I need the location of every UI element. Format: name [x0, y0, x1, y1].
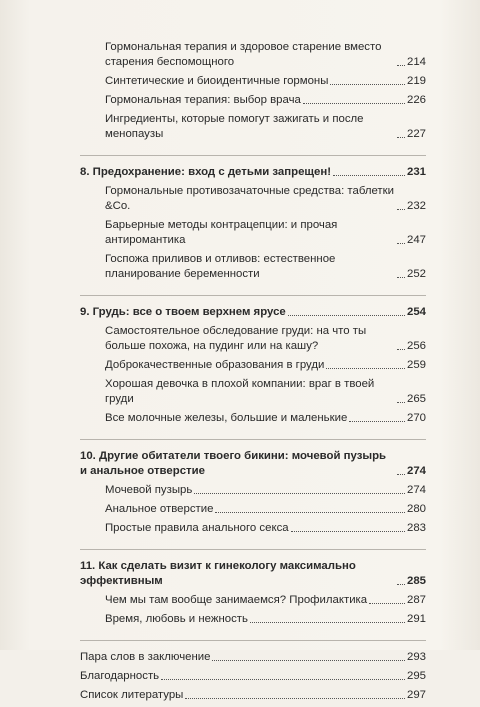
- toc-entry[interactable]: [80, 612, 426, 627]
- toc-entry[interactable]: [80, 324, 426, 354]
- toc-entry[interactable]: [80, 112, 426, 142]
- toc-page-number: 265: [406, 393, 426, 405]
- toc-page-number: 287: [406, 594, 426, 606]
- toc-entry[interactable]: [80, 521, 426, 536]
- toc-entry-title: Ингредиенты, которые помогут зажигать и после менопаузы: [105, 113, 364, 140]
- leader-dots: [185, 698, 405, 699]
- toc-entry[interactable]: [80, 502, 426, 517]
- toc-page-number: 293: [406, 651, 426, 663]
- toc-entry-title: Синтетические и биоидентичные гормоны: [105, 75, 329, 87]
- leader-dots: [326, 368, 405, 369]
- toc-page-number: 295: [406, 670, 426, 682]
- leader-dots: [333, 175, 405, 176]
- toc-page-number: 270: [406, 412, 426, 424]
- leader-dots: [369, 603, 405, 604]
- section-divider: [80, 549, 426, 550]
- toc-chapter-title: 8. Предохранение: вход с детьми запрещен!: [80, 166, 332, 178]
- toc-page-number: 254: [406, 306, 426, 318]
- toc-entry-title: Барьерные методы контрацепции: и прочая антиромантика: [105, 219, 338, 246]
- toc-end-entry[interactable]: [80, 688, 426, 703]
- toc-chapter[interactable]: [80, 559, 426, 589]
- toc-entry-title: Гормональная терапия и здоровое старение вместо старения беспомощного: [105, 41, 382, 68]
- toc-entry[interactable]: [80, 411, 426, 426]
- leader-dots: [397, 209, 405, 210]
- toc-page-number: 247: [406, 234, 426, 246]
- toc-page-number: 297: [406, 689, 426, 701]
- toc-entry[interactable]: [80, 218, 426, 248]
- leader-dots: [215, 512, 405, 513]
- toc-page-number: 274: [406, 484, 426, 496]
- toc-entry-title: Благодарность: [80, 670, 160, 682]
- toc-entry-title: Гормональная терапия: выбор врача: [105, 94, 301, 106]
- toc-chapter-title: 11. Как сделать визит к гинекологу максимально эффективным: [80, 560, 356, 587]
- toc-page-number: 227: [406, 128, 426, 140]
- leader-dots: [161, 679, 405, 680]
- toc-chapter[interactable]: [80, 305, 426, 320]
- toc-entry[interactable]: [80, 252, 426, 282]
- leader-dots: [212, 660, 405, 661]
- leader-dots: [291, 531, 405, 532]
- toc-page-number: 231: [406, 166, 426, 178]
- toc-page-number: 252: [406, 268, 426, 280]
- leader-dots: [397, 277, 405, 278]
- toc-entry[interactable]: [80, 40, 426, 70]
- toc-entry[interactable]: [80, 358, 426, 373]
- toc-page-number: 283: [406, 522, 426, 534]
- toc-page-number: 291: [406, 613, 426, 625]
- leader-dots: [397, 402, 405, 403]
- toc-page-number: 226: [406, 94, 426, 106]
- leader-dots: [397, 349, 405, 350]
- toc-end-entry[interactable]: [80, 650, 426, 665]
- leader-dots: [349, 421, 405, 422]
- toc-entry-title: Пара слов в заключение: [80, 651, 211, 663]
- toc-entry-title: Доброкачественные образования в груди: [105, 359, 325, 371]
- toc-end-entry[interactable]: [80, 669, 426, 684]
- toc-entry[interactable]: [80, 184, 426, 214]
- section-divider: [80, 640, 426, 641]
- toc-entry-title: Анальное отверстие: [105, 503, 214, 515]
- toc-entry-title: Чем мы там вообще занимаемся? Профилактика: [105, 594, 368, 606]
- leader-dots: [397, 137, 405, 138]
- toc-entry[interactable]: [80, 483, 426, 498]
- section-divider: [80, 439, 426, 440]
- toc-entry-title: Мочевой пузырь: [105, 484, 193, 496]
- leader-dots: [250, 622, 405, 623]
- toc-page-number: 274: [406, 465, 426, 477]
- section-divider: [80, 155, 426, 156]
- leader-dots: [303, 103, 405, 104]
- toc-entry[interactable]: [80, 377, 426, 407]
- toc-entry[interactable]: [80, 593, 426, 608]
- leader-dots: [397, 65, 405, 66]
- toc-page-number: 232: [406, 200, 426, 212]
- section-divider: [80, 295, 426, 296]
- toc-entry-title: Время, любовь и нежность: [105, 613, 248, 625]
- leader-dots: [330, 84, 405, 85]
- toc-entry[interactable]: [80, 74, 426, 89]
- leader-dots: [397, 474, 405, 475]
- toc-page-number: 259: [406, 359, 426, 371]
- toc-entry-title: Простые правила анального секса: [105, 522, 289, 534]
- leader-dots: [397, 584, 405, 585]
- toc-page-number: 285: [406, 575, 426, 587]
- toc-entry-title: Список литературы: [80, 689, 184, 701]
- toc-chapter[interactable]: [80, 449, 426, 479]
- toc-page-number: 280: [406, 503, 426, 515]
- toc-chapter-title: 9. Грудь: все о твоем верхнем ярусе: [80, 306, 286, 318]
- toc-page-number: 214: [406, 56, 426, 68]
- toc-entry-title: Самостоятельное обследование груди: на что ты больше похожа, на пудинг или на кашу?: [105, 325, 367, 352]
- toc-entry-title: Все молочные железы, большие и маленькие: [105, 412, 348, 424]
- toc-chapter-title: 10. Другие обитатели твоего бикини: мочевой пузырь и анальное отверстие: [80, 450, 387, 477]
- leader-dots: [397, 243, 405, 244]
- toc-page-number: 219: [406, 75, 426, 87]
- toc-chapter[interactable]: [80, 165, 426, 180]
- toc-entry-title: Хорошая девочка в плохой компании: враг в твоей груди: [105, 378, 375, 405]
- toc-entry[interactable]: [80, 93, 426, 108]
- leader-dots: [288, 315, 405, 316]
- leader-dots: [194, 493, 405, 494]
- toc-entry-title: Гормональные противозачаточные средства: таблетки &Co.: [105, 185, 394, 212]
- toc-page-number: 256: [406, 340, 426, 352]
- toc-entry-title: Госпожа приливов и отливов: естественное планирование беременности: [105, 253, 336, 280]
- table-of-contents: [80, 40, 426, 707]
